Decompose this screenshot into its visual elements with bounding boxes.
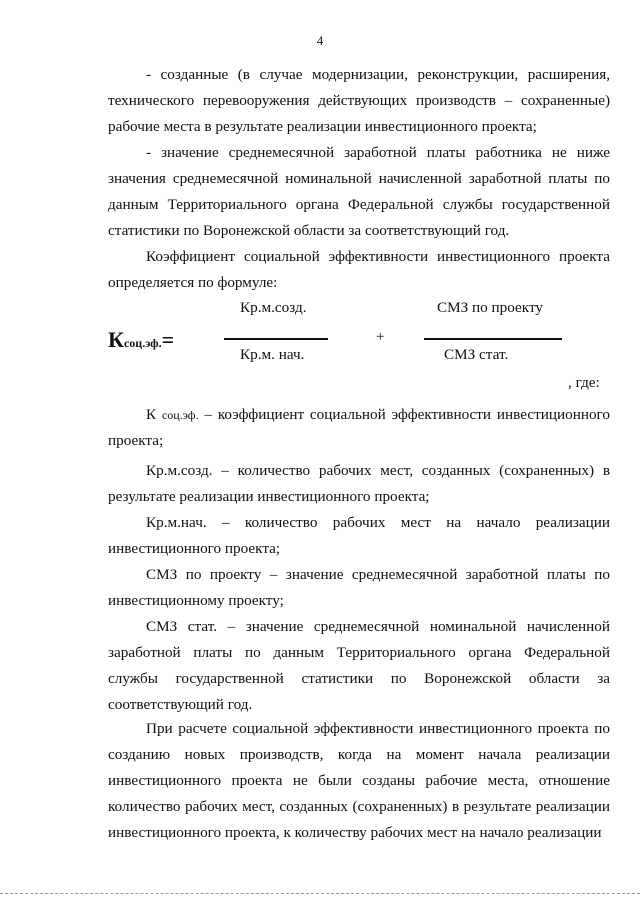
formula-plus: +	[376, 328, 385, 345]
definition-text: – значение среднемесячной номинальной начисленной заработной платы по данным Территориального органа Федеральной службы государственной статистики по Воронежской области за соответствующий год.	[108, 618, 610, 713]
page-number: 4	[316, 33, 324, 48]
paragraph-closing: При расчете социальной эффективности инвестиционного проекта по созданию новых производств, когда на момент начала реализации инвестиционного проекта не были созданы рабочие места, отношение количество рабочих мест, созданных (сохраненных) в результате реализации инвестиционного проекта, к количеству рабочих мест на начало реализации	[108, 720, 610, 841]
formula-k-sub: соц.эф.	[123, 336, 162, 350]
definition-sub: соц.эф.	[161, 408, 199, 422]
definition-term: СМЗ по проекту	[146, 566, 262, 583]
page-bottom-edge	[0, 893, 640, 895]
fraction1-bar	[224, 338, 328, 340]
paragraph-created-jobs: - созданные (в случае модернизации, реконструкции, расширения, технического перевооружения действующих производств – сохраненные) рабочие места в результате реализации инвестиционного проекта;	[108, 66, 610, 135]
definition-term: К	[146, 406, 157, 423]
formula-where: , где:	[568, 374, 600, 391]
definition-text: – количество рабочих мест на начало реализации инвестиционного проекта;	[108, 514, 610, 557]
definition-text: – количество рабочих мест, созданных (сохраненных) в результате реализации инвестиционного проекта;	[108, 462, 610, 505]
definition-krm-nach	[108, 510, 610, 562]
definition-term: СМЗ стат.	[146, 618, 217, 635]
paragraph-salary: - значение среднемесячной заработной платы работника не ниже значения среднемесячной номинальной начисленной заработной платы по данным Территориального органа Федеральной службы государственной статистики по Воронежской области за соответствующий год.	[108, 144, 610, 239]
paragraph-formula-intro: Коэффициент социальной эффективности инвестиционного проекта определяется по формуле:	[108, 248, 610, 291]
definition-krm-sozd	[108, 458, 610, 510]
fraction1-numerator: Кр.м.созд.	[240, 299, 307, 316]
definition-text: – коэффициент социальной эффективности инвестиционного проекта;	[108, 406, 610, 449]
definition-k	[108, 402, 610, 454]
definition-term: Кр.м.нач.	[146, 514, 207, 531]
definition-smz-project	[108, 562, 610, 614]
formula-equals: =	[161, 327, 175, 352]
fraction2-numerator: СМЗ по проекту	[437, 299, 544, 316]
definition-term: Кр.м.созд.	[146, 462, 213, 479]
fraction1-denominator: Кр.м. нач.	[240, 346, 305, 363]
definition-smz-stat	[108, 614, 610, 718]
fraction2-bar	[424, 338, 562, 340]
formula-k-main: К	[108, 327, 124, 352]
fraction2-denominator: СМЗ стат.	[444, 346, 509, 363]
definition-text: – значение среднемесячной заработной платы по инвестиционному проекту;	[108, 566, 610, 609]
formula-k	[108, 327, 174, 353]
